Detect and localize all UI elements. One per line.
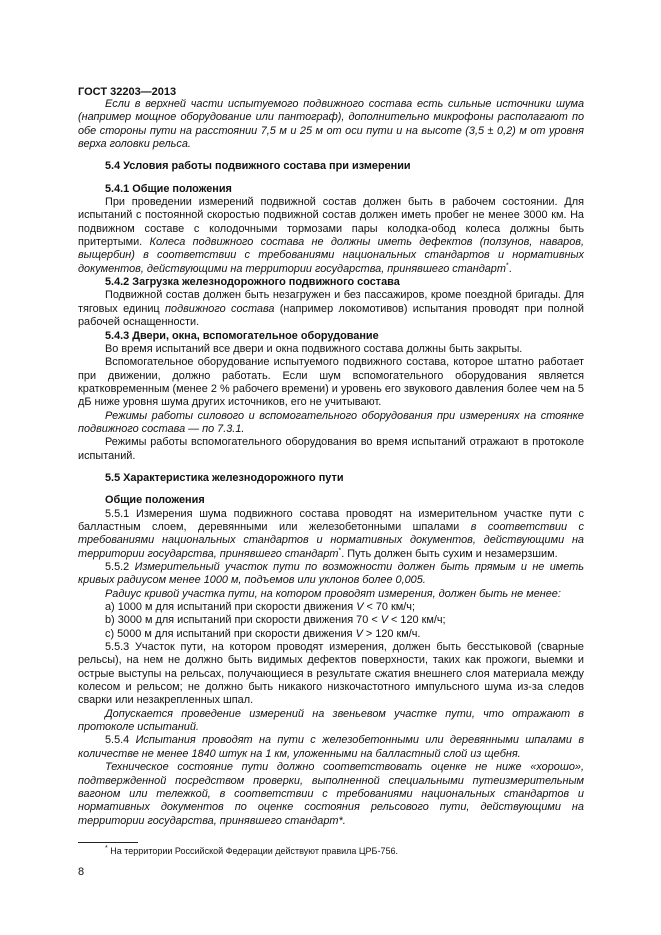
paragraph bbox=[78, 761, 584, 828]
footnote-text: На территории Российской Федерации действуют правила ЦРБ-756. bbox=[110, 846, 398, 856]
paragraph bbox=[78, 734, 584, 761]
paragraph bbox=[78, 614, 584, 627]
paragraph bbox=[78, 561, 584, 588]
text-run: Колеса подвижного состава не должны иметь дефектов (ползунов, наваров, выщербин) в соответствии с требованиями национальных стандартов и нормативных документов, действующими на территории государства, принявшего стандарт bbox=[78, 236, 584, 275]
paragraph bbox=[78, 98, 584, 151]
text-run: V bbox=[355, 627, 363, 640]
text-run: подвижного состава bbox=[165, 302, 275, 315]
text-run: (например локомотивов) испытания проводят при полной рабочей оснащенности. bbox=[78, 302, 584, 329]
paragraph bbox=[78, 356, 584, 409]
text-run: V bbox=[356, 601, 364, 614]
section-heading bbox=[78, 276, 584, 289]
text-run: b) 3000 м для испытаний при скорости движения 70 < bbox=[105, 614, 381, 627]
text-run: 5.5.1 Измерения шума подвижного состава проводят на измерительном участке пути с балластным слоем, деревянными или железобетонными шпалами bbox=[78, 507, 584, 533]
paragraph bbox=[78, 289, 584, 329]
text-run: . bbox=[508, 262, 512, 275]
text-run: 5.5 Характеристика железнодорожного пути bbox=[105, 471, 344, 484]
text-run: Во время испытаний все двери и окна подвижного состава должны быть закрыты. bbox=[105, 342, 523, 355]
paragraph bbox=[78, 436, 584, 463]
section-heading bbox=[78, 494, 584, 507]
footnote-ref: * bbox=[338, 547, 342, 555]
text-run: a) 1000 м для испытаний при скорости движения bbox=[105, 601, 357, 614]
section-heading bbox=[78, 330, 584, 343]
section-heading bbox=[78, 160, 584, 173]
paragraph bbox=[78, 588, 584, 601]
text-run: Режимы работы силового и вспомогательного оборудования при измерениях на стоянке подвижного состава — по 7.3.1. bbox=[78, 409, 584, 435]
text-run: 5.5.3 Участок пути, на котором проводят измерения, должен быть бесстыковой (сварные рельсы), на нем не должно быть видимых дефектов поверхности, таких как прожоги, выемки и острые выступы на рельсах, получающиеся в результате сжатия внешнего слоя материала между колесом и рельсом; не должно быть никакого низкочастотного импульсного шума из-за следов сварки или незакрепленных шпал. bbox=[78, 641, 584, 707]
text-run: V bbox=[380, 614, 388, 627]
text-run: < 70 км/ч; bbox=[363, 601, 415, 614]
text-run: 5.4 Условия работы подвижного состава при измерении bbox=[105, 160, 411, 173]
text-run: Испытания проводят на пути с железобетонными или деревянными шпалами в количестве не менее 1840 штук на 1 км, уложенными на балластный слой из щебня. bbox=[78, 734, 585, 760]
text-run: в соответствии с требованиями национальных стандартов и нормативных документов, действующими на территории государства, принявшего стандарт bbox=[78, 520, 584, 560]
text-run: 5.4.2 Загрузка железнодорожного подвижного состава bbox=[105, 276, 400, 289]
paragraph bbox=[78, 196, 584, 276]
paragraph bbox=[78, 628, 584, 641]
page-number: 8 bbox=[78, 866, 85, 878]
footnote bbox=[105, 846, 398, 856]
text-run: Общие положения bbox=[105, 494, 205, 507]
text-run: 5.4.3 Двери, окна, вспомогательное оборудование bbox=[105, 329, 379, 342]
text-run: . Путь должен быть сухим и незамерзшим. bbox=[341, 547, 558, 560]
text-run: Вспомогательное оборудование испытуемого подвижного состава, которое штатно работает при движении, должно работать. Если шум вспомогательного оборудования является кратковременным (менее 2 % рабочего времени) и уровень его звукового давления более чем на 5 дБ ниже уровня шума других источников, его не учитывают. bbox=[78, 356, 584, 409]
paragraph bbox=[78, 601, 584, 614]
text-run: Подвижной состав должен быть незагружен и без пассажиров, кроме поездной бригады. Для тяговых единиц bbox=[78, 289, 584, 315]
text-run: Если в верхней части испытуемого подвижного состава есть сильные источники шума (например мощное оборудование или пантограф), дополнительно микрофоны располагают по обе стороны пути на расстоянии 7,5 м и 25 м от оси пути и на высоте (3,5 ± 0,2) м от уровня верха головки рельса. bbox=[78, 98, 584, 151]
text-run: Техническое состояние пути должно соответствовать оценке не ниже «хорошо», подтвержденной посредством проверки, выполненной специальными путеизмерительным вагоном или тележкой, в соответствии с требованиями национальных стандартов и нормативных документов по оценке состояния рельсового пути, действующими на территории государства, принявшего стандарт*. bbox=[78, 761, 584, 827]
footnote-mark: * bbox=[105, 845, 108, 852]
text-run: Измерительный участок пути по возможности должен быть прямым и не иметь кривых радиусом менее 1000 м, подъемов или уклонов более 0,005. bbox=[78, 561, 584, 587]
paragraph bbox=[78, 410, 584, 437]
text-run: 5.5.4 bbox=[105, 734, 136, 747]
section-heading bbox=[78, 472, 584, 485]
text-run: > 120 км/ч. bbox=[362, 627, 421, 640]
paragraph bbox=[78, 708, 584, 735]
paragraph bbox=[78, 508, 584, 561]
footnote-ref: * bbox=[505, 262, 509, 270]
text-run: Режимы работы вспомогательного оборудования во время испытаний отражают в протоколе испытаний. bbox=[78, 436, 584, 462]
text-run: Радиус кривой участка пути, на котором проводят измерения, должен быть не менее: bbox=[105, 587, 561, 600]
text-run: При проведении измерений подвижной состав должен быть в рабочем состоянии. Для испытаний с постоянной скоростью подвижной состав должен иметь пробег не менее 3000 км. На подвижном составе с колодочными тормозами пары колодка-обод колеса должны быть притертыми. bbox=[78, 196, 584, 249]
document-header: ГОСТ 32203—2013 bbox=[78, 86, 177, 98]
text-run: 5.5.2 bbox=[105, 561, 135, 573]
text-run: 5.4.1 Общие положения bbox=[105, 182, 232, 195]
footnote-divider bbox=[78, 842, 138, 843]
text-run: < 120 км/ч; bbox=[387, 614, 446, 627]
section-heading bbox=[78, 183, 584, 196]
paragraph bbox=[78, 641, 584, 708]
text-run: c) 5000 м для испытаний при скорости движения bbox=[105, 627, 356, 640]
text-run: Допускается проведение измерений на звеньевом участке пути, что отражают в протоколе испытаний. bbox=[78, 707, 584, 734]
paragraph bbox=[78, 343, 584, 356]
document-body bbox=[78, 98, 584, 828]
